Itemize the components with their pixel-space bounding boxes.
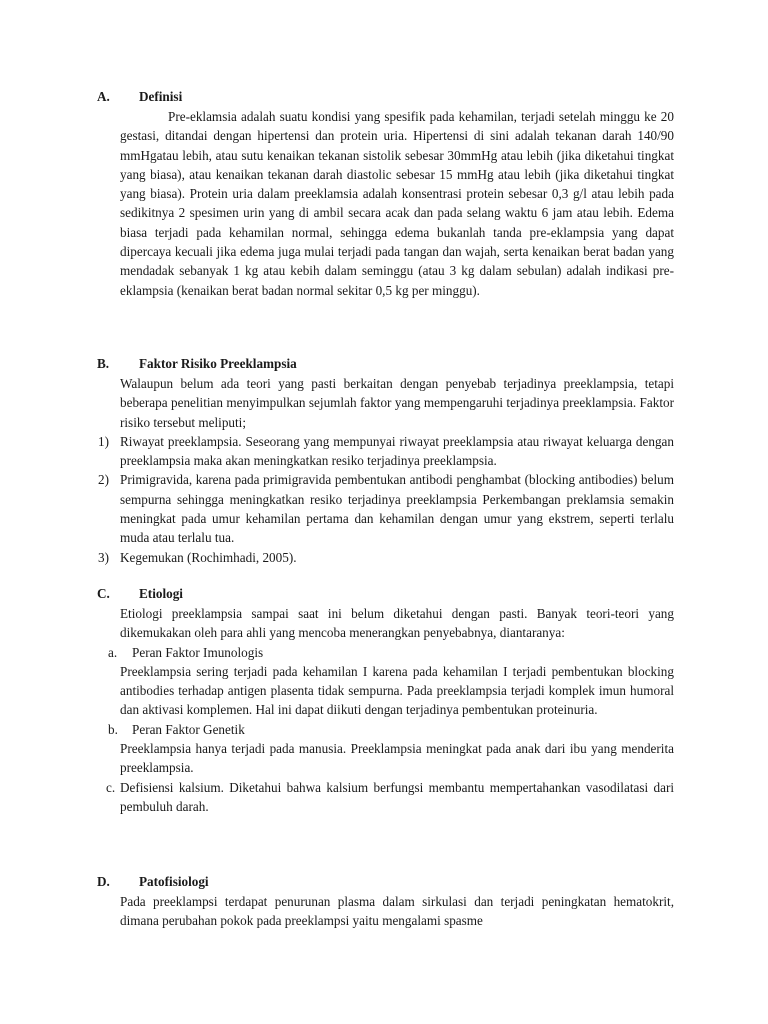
section-title: Etiologi [139,586,183,601]
list-text: Primigravida, karena pada primigravida pembentukan antibodi penghambat (blocking antibodies) belum sempurna sehingga meningkatkan resiko terjadinya preeklampsia Perkembangan preklamsia semakin meningkat pada umur kehamilan pertama dan kehamilan dengan umur yang ekstrem, seperti terlalu muda atau terlalu tua. [120,472,674,546]
subsection-title: Defisiensi kalsium. Diketahui bahwa kalsium berfungsi membantu mempertahankan vasodilatasi dari pembuluh darah. [120,779,674,814]
section-title: Patofisiologi [139,874,209,889]
section-heading [0,87,768,107]
section-paragraph: Pre-eklamsia adalah suatu kondisi yang spesifik pada kehamilan, terjadi setelah minggu ke 20 gestasi, ditandai dengan hipertensi dan protein uria. Hipertensi di sini adalah tekanan darah 140/90 mmHgatau lebih, atau sutu kenaikan tekanan sistolik sebesar 30mmHg atau lebih (jika diketahui tingkat yang biasa), atau kenaikan tekanan darah diastolic sebesar 15 mmHg atau lebih (jika diketahui tingkat yang biasa). Protein uria dalam preeklamsia adalah konsentrasi protein sebesar 0,3 g/l atau lebih pada sedikitnya 2 spesimen urin yang di ambil secara acak dan pada selang waktu 6 jam atau lebih. Edema biasa terjadi pada kehamilan normal, sehingga edema bukanlah tanda pre-eklampsia yang dapat dipercaya kecuali jika edema juga mulai terjadi pada tangan dan wajah, serta kenaikan berat badan yang mendadak sebanyak 1 kg atau kebih dalam seminggu (atau 3 kg dalam sebulan) adalah indikasi pre-eklampsia (kenaikan berat badan normal sekitar 0,5 kg per minggu). [120,109,674,298]
subsection-letter: b. [108,721,118,737]
section-letter: B. [97,356,110,371]
section-heading [0,872,768,892]
subsection-paragraph: Preeklampsia hanya terjadi pada manusia. Preeklampsia meningkat pada anak dari ibu yang menderita preeklampsia. [120,741,674,776]
section-faktor-risiko [0,354,768,567]
subsection-heading [0,643,674,662]
section-letter: A. [97,89,110,104]
list-number: 1) [98,433,109,449]
subsection-title: Peran Faktor Genetik [132,721,245,737]
section-heading [0,584,768,604]
list-number: 3) [98,549,109,565]
list-number: 2) [98,472,109,488]
list-item [0,548,674,567]
subsection-title: Peran Faktor Imunologis [132,644,264,660]
section-paragraph: Walaupun belum ada teori yang pasti berkaitan dengan penyebab terjadinya preeklampsia, tetapi beberapa penelitian menyimpulkan sejumlah faktor yang mempengaruhi terjadinya preeklampsia. Faktor risiko tersebut meliputi; [120,376,674,430]
section-paragraph: Pada preeklampsi terdapat penurunan plasma dalam sirkulasi dan terjadi peningkatan hematokrit, dimana perubahan pokok pada preeklampsi yaitu mengalami spasme [120,894,674,929]
section-letter: C. [97,586,110,601]
subsection-heading [0,778,674,817]
section-definisi [0,87,768,300]
section-etiologi [0,584,768,816]
list-item [0,470,674,547]
list-text: Riwayat preeklampsia. Seseorang yang mempunyai riwayat preeklampsia atau riwayat keluarga dengan preeklampsia maka akan meningkatkan resiko terjadinya preeklampsia. [120,433,674,469]
subsection-heading [0,720,674,739]
subsection-letter: c. [106,779,116,795]
section-title: Definisi [139,89,183,104]
list-item [0,432,674,471]
subsection-paragraph: Preeklampsia sering terjadi pada kehamilan I karena pada kehamilan I terjadi pembentukan blocking antibodies terhadap antigen plasenta tidak sempurna. Pada preeklampsia terjadi komplek imun humoral dan aktivasi komplemen. Hal ini dapat diikuti dengan terjadinya pembentukan proteinuria. [120,663,674,718]
list-text: Kegemukan (Rochimhadi, 2005). [120,549,297,565]
section-heading [0,354,768,374]
subsection-letter: a. [108,644,118,660]
section-letter: D. [97,874,110,889]
section-paragraph: Etiologi preeklampsia sampai saat ini belum diketahui dengan pasti. Banyak teori-teori yang dikemukakan oleh para ahli yang mencoba menerangkan penyebabnya, diantaranya: [120,606,674,641]
section-patofisiologi [0,872,768,931]
section-title: Faktor Risiko Preeklampsia [139,356,297,371]
